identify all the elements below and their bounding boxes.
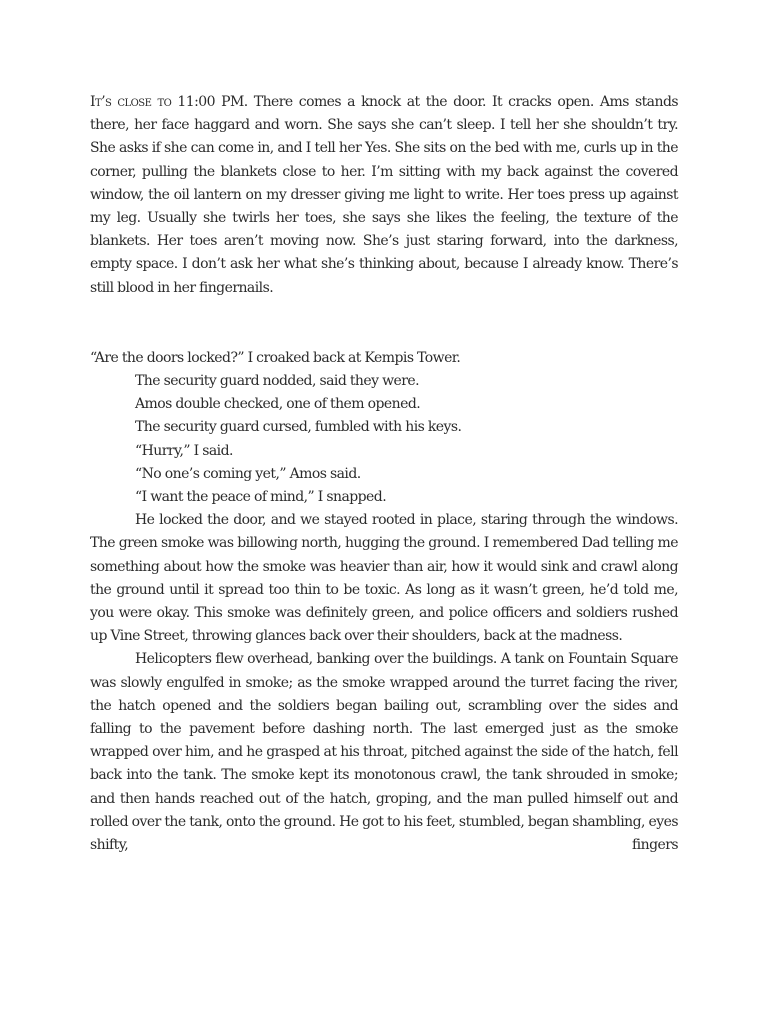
story-paragraph: “No one’s coming yet,” Amos said. — [135, 465, 361, 482]
journal-lead-smallcaps: It’s close to — [90, 94, 172, 110]
journal-text: 11:00 PM. There comes a knock at the door. It cracks open. Ams stands there, her face haggard and worn. She says she can’t sleep. I tell her she shouldn’t try. She asks if she can come in, and I tell her Yes. She sits on the bed with me, curls up in the corner, pulling the blankets close to her. I’m sitting with my back against the covered window, the oil lantern on my dresser giving me light to write. Her toes press up against my leg. Usually she twirls her toes, she says she likes the feeling, the texture of the blankets. Her toes aren’t moving now. She’s just staring forward, into the darkness, empty space. I don’t ask her what she’s thinking about, because I already know. There’s still blood in her fingernails. — [90, 94, 678, 296]
story-paragraph: Amos double checked, one of them opened. — [135, 396, 421, 413]
story-paragraph: The security guard nodded, said they were. — [135, 373, 420, 390]
journal-paragraph — [90, 91, 678, 300]
story-paragraph: “Hurry,” I said. — [135, 442, 233, 459]
story-paragraph: The security guard cursed, fumbled with his keys. — [135, 419, 462, 436]
section-break — [90, 300, 678, 347]
page-content — [90, 91, 678, 857]
story-paragraph: He locked the door, and we stayed rooted in place, staring through the windows. The green smoke was billowing north, hugging the ground. I remembered Dad telling me something about how the smoke was heavier than air, how it would sink and crawl along the ground until it spread too thin to be toxic. As long as it wasn’t green, he’d told me, you were okay. This smoke was definitely green, and police officers and soldiers rushed up Vine Street, throwing glances back over their shoulders, back at the madness. — [90, 512, 678, 645]
story-paragraph: Helicopters flew overhead, banking over the buildings. A tank on Fountain Square was slowly engulfed in smoke; as the smoke wrapped around the turret facing the river, the hatch opened and the soldiers began bailing out, scrambling over the sides and falling to the pavement before dashing north. The last emerged just as the smoke wrapped over him, and he grasped at his throat, pitched against the side of the hatch, fell back into the tank. The smoke kept its monotonous crawl, the tank shrouded in smoke; and then hands reached out of the hatch, groping, and the man pulled himself out and rolled over the tank, onto the ground. He got to his feet, stumbled, began shambling, eyes shifty, fingers — [90, 651, 678, 854]
story-paragraph: “Are the doors locked?” I croaked back at Kempis Tower. — [90, 349, 461, 366]
story-paragraph: “I want the peace of mind,” I snapped. — [135, 489, 387, 506]
